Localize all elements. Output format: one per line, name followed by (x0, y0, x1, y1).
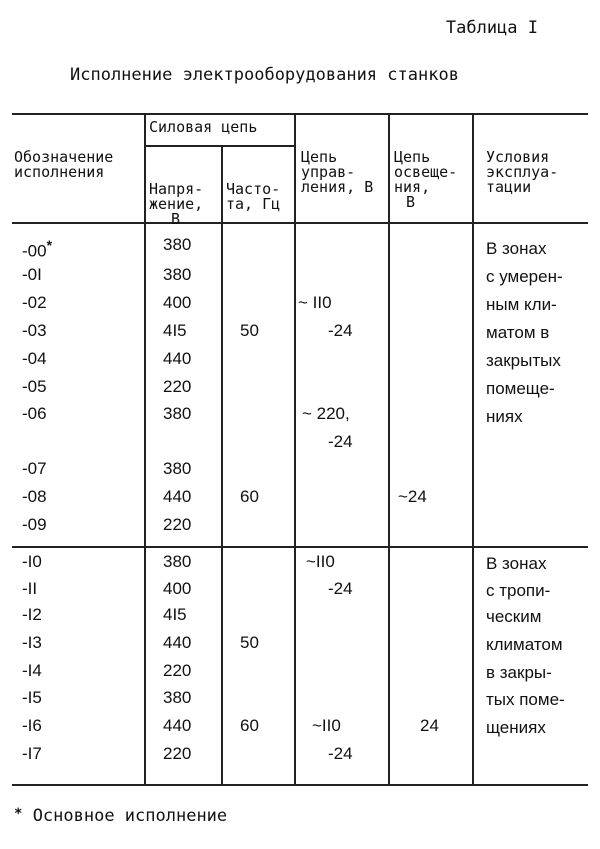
footnote-text: Основное исполнение (32, 806, 228, 826)
code-cell: -II (22, 579, 38, 598)
col-divider-1 (144, 113, 146, 784)
conditions-line: климатом (486, 635, 563, 654)
voltage-cell: 400 (163, 579, 192, 598)
code-cell: -00* (22, 237, 53, 261)
conditions-line: ным кли- (486, 295, 557, 314)
conditions-line: с умерен- (486, 267, 563, 286)
control-cell: ~II0 (306, 552, 335, 571)
voltage-cell: 4I5 (163, 605, 187, 624)
table-label: Таблица I (445, 18, 538, 38)
code-cell: -06 (22, 404, 47, 423)
frequency-cell: 60 (240, 487, 259, 506)
table-bottom-border (12, 784, 588, 786)
table-title: Исполнение электрооборудования станков (70, 65, 459, 85)
frequency-cell: 60 (240, 716, 259, 735)
conditions-line: ческим (486, 607, 542, 626)
voltage-cell: 4I5 (163, 321, 187, 340)
control-cell: -24 (328, 579, 353, 598)
voltage-cell: 440 (163, 633, 192, 652)
conditions-line: ниях (486, 407, 523, 426)
frequency-cell: 50 (240, 321, 259, 340)
control-cell: -24 (328, 744, 353, 763)
group-separator (12, 546, 588, 548)
conditions-line: в закры- (486, 663, 552, 682)
header-bottom-border (12, 222, 588, 224)
voltage-cell: 380 (163, 404, 192, 423)
conditions-line: тых поме- (486, 690, 565, 709)
code-cell: -I0 (22, 552, 42, 571)
header-lighting-circuit: Цепь освеще- ния, В (394, 148, 458, 211)
code-cell: -I6 (22, 716, 42, 735)
code-cell: -02 (22, 293, 47, 312)
code-cell: -04 (22, 349, 47, 368)
conditions-line: В зонах (486, 239, 547, 258)
main-mark: * (46, 237, 53, 253)
conditions-line: матом в (486, 323, 550, 342)
voltage-cell: 380 (163, 688, 192, 707)
voltage-cell: 220 (163, 744, 192, 763)
voltage-cell: 400 (163, 293, 192, 312)
code-cell: -07 (22, 459, 47, 478)
voltage-cell: 440 (163, 349, 192, 368)
code-cell: -I4 (22, 661, 42, 680)
table-top-border (12, 113, 588, 115)
conditions-line: с тропи- (486, 581, 551, 600)
footnote-mark: * (14, 806, 23, 822)
code-cell: -I2 (22, 605, 42, 624)
conditions-line: закрытых (486, 351, 561, 370)
col-divider-3 (294, 113, 296, 784)
voltage-cell: 220 (163, 515, 192, 534)
code-cell: -03 (22, 321, 47, 340)
control-cell: ~ II0 (298, 293, 332, 312)
conditions-line: щениях (486, 718, 546, 737)
lighting-cell: ~24 (398, 487, 427, 506)
voltage-cell: 220 (163, 377, 192, 396)
power-circuit-underline (144, 145, 295, 147)
frequency-cell: 50 (240, 633, 259, 652)
lighting-cell: 24 (420, 716, 439, 735)
col-divider-2 (221, 145, 223, 784)
voltage-cell: 440 (163, 716, 192, 735)
voltage-cell: 440 (163, 487, 192, 506)
voltage-cell: 380 (163, 552, 192, 571)
control-cell: -24 (328, 321, 353, 340)
conditions-line: В зонах (486, 554, 547, 573)
code-cell: -08 (22, 487, 47, 506)
footnote (14, 806, 227, 826)
code-cell: -09 (22, 515, 47, 534)
voltage-cell: 220 (163, 661, 192, 680)
conditions-line: помеще- (486, 379, 555, 398)
code-cell: -I5 (22, 688, 42, 707)
header-control-circuit: Цепь управ- ления, В (301, 148, 374, 196)
code-cell: -05 (22, 377, 47, 396)
control-cell: -24 (328, 432, 353, 451)
col-divider-5 (472, 113, 474, 784)
code-cell: -0I (22, 265, 42, 284)
header-voltage: Напря- жение, В (149, 180, 204, 228)
header-power-circuit: Силовая цепь (149, 118, 258, 136)
control-cell: ~II0 (312, 716, 341, 735)
control-cell: ~ 220, (302, 404, 350, 423)
code-cell: -I7 (22, 744, 42, 763)
header-conditions: Условия эксплуа- тации (486, 148, 559, 196)
voltage-cell: 380 (163, 235, 192, 254)
voltage-cell: 380 (163, 265, 192, 284)
col-divider-4 (388, 113, 390, 784)
code-cell: -I3 (22, 633, 42, 652)
header-frequency: Часто- та, Гц (226, 180, 281, 213)
voltage-cell: 380 (163, 459, 192, 478)
header-designation: Обозначение исполнения (14, 148, 114, 181)
